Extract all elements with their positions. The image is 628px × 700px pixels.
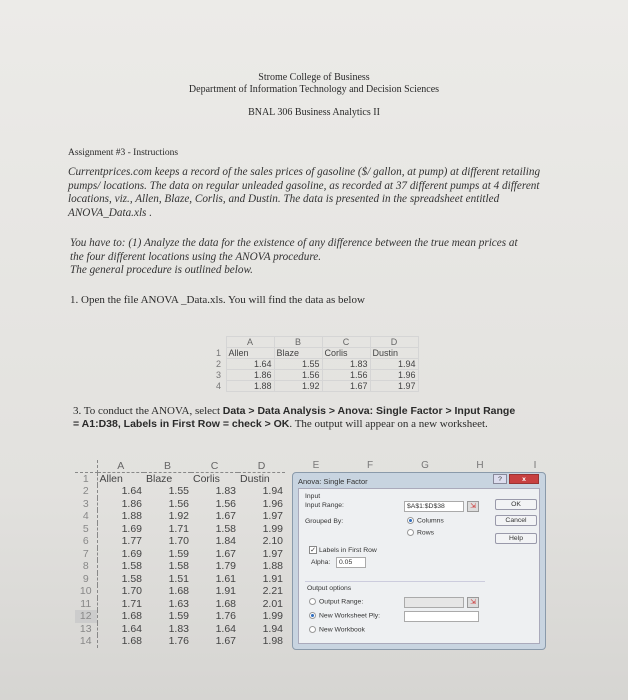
row-number: 1 (216, 348, 222, 358)
new-workbook-label: New Workbook (319, 626, 365, 634)
data-cell: 1.94 (262, 485, 283, 498)
column-header: I (533, 460, 537, 471)
table-row (75, 623, 285, 636)
data-cell: 1.70 (121, 585, 142, 598)
alpha-field[interactable]: 0.05 (336, 557, 366, 568)
data-cell: 1.71 (168, 522, 189, 535)
column-header: D (238, 460, 285, 473)
table-row (75, 548, 285, 561)
column-header-row (75, 460, 285, 473)
table-row (75, 598, 285, 611)
data-cell: 1.68 (121, 635, 142, 648)
header-cell: Dustin (240, 473, 270, 485)
output-range-field[interactable] (404, 597, 464, 608)
data-cell: 1.96 (370, 370, 418, 381)
column-header: A (97, 460, 144, 473)
divider (305, 581, 485, 582)
data-cell: 1.88 (262, 560, 283, 573)
table-row (75, 573, 285, 586)
row-number: 1 (75, 473, 97, 486)
radio-icon (309, 626, 316, 633)
row-number: 4 (75, 510, 97, 523)
step-3 (73, 405, 523, 431)
data-cell: 1.59 (168, 610, 189, 623)
table-row (214, 359, 418, 370)
alpha-label: Alpha: (311, 559, 331, 566)
data-cell: 1.83 (215, 485, 236, 498)
data-cell: 1.86 (226, 370, 274, 381)
data-cell: 1.68 (168, 585, 189, 598)
row-number: 14 (75, 635, 97, 648)
table-row (75, 485, 285, 498)
data-cell: 2.10 (262, 535, 283, 548)
column-header: C (322, 337, 370, 348)
data-cell: 1.96 (262, 497, 283, 510)
radio-selected-icon (309, 612, 316, 619)
rows-label: Rows (417, 529, 434, 537)
row-number: 2 (75, 485, 97, 498)
help-button[interactable]: Help (495, 533, 537, 544)
row-number: 13 (75, 623, 97, 636)
input-section-label: Input (305, 493, 321, 500)
step3-bold: Data > Data Analysis > Anova: Single Factor > Input Range = A1:D38, Labels in First Row = check > OK (73, 405, 516, 430)
output-range-label: Output Range: (319, 598, 364, 606)
data-cell: 1.99 (262, 610, 283, 623)
header-cell: Allen (226, 348, 274, 359)
assignment-title: Assignment #3 - Instructions (68, 148, 179, 158)
table-row (75, 585, 285, 598)
table-row (75, 635, 285, 648)
row-number: 11 (75, 598, 97, 611)
data-cell: 1.97 (262, 510, 283, 523)
step-1: 1. Open the file ANOVA _Data.xls. You will find the data as below (70, 294, 365, 306)
data-cell: 1.51 (168, 572, 189, 585)
row-number: 3 (75, 498, 97, 511)
column-header: B (274, 337, 322, 348)
data-cell: 1.55 (168, 485, 189, 498)
header-row (75, 473, 285, 486)
dialog-title: Anova: Single Factor (298, 477, 368, 486)
row-number: 5 (75, 523, 97, 536)
data-cell: 1.92 (274, 381, 322, 392)
data-cell: 1.94 (262, 622, 283, 635)
data-cell: 2.01 (262, 597, 283, 610)
table-row (214, 381, 418, 392)
table-row (75, 510, 285, 523)
range-picker-icon[interactable]: ⇲ (467, 597, 479, 608)
row-number: 10 (75, 585, 97, 598)
grouped-by-label: Grouped By: (305, 518, 344, 525)
cancel-button[interactable]: Cancel (495, 515, 537, 526)
table-row (75, 498, 285, 511)
data-cell: 1.64 (121, 485, 142, 498)
input-range-field[interactable]: $A$1:$D$38 (404, 501, 464, 512)
data-cell: 1.91 (262, 572, 283, 585)
column-header: C (191, 460, 238, 473)
new-worksheet-field[interactable] (404, 611, 479, 622)
column-header-row (214, 337, 418, 348)
data-cell: 1.59 (168, 547, 189, 560)
row-number: 2 (216, 359, 222, 369)
row-number: 12 (75, 610, 97, 623)
data-cell: 2.21 (262, 585, 283, 598)
data-cell: 1.86 (121, 497, 142, 510)
corner-cell (75, 460, 97, 473)
data-cell: 1.79 (215, 560, 236, 573)
data-cell: 1.84 (215, 535, 236, 548)
table-row (75, 523, 285, 536)
data-cell: 1.56 (274, 370, 322, 381)
data-cell: 1.83 (322, 359, 370, 370)
header-cell: Allen (99, 473, 123, 485)
data-cell: 1.69 (121, 522, 142, 535)
column-header: H (476, 460, 484, 471)
data-cell: 1.88 (121, 510, 142, 523)
column-header: F (366, 460, 374, 471)
row-number: 7 (75, 548, 97, 561)
ok-button[interactable]: OK (495, 499, 537, 510)
input-range-label: Input Range: (305, 502, 344, 509)
data-cell: 1.67 (215, 547, 236, 560)
row-number: 8 (75, 560, 97, 573)
data-cell: 1.88 (226, 381, 274, 392)
range-picker-icon[interactable]: ⇲ (467, 501, 479, 512)
data-cell: 1.76 (168, 635, 189, 648)
college-name: Strome College of Business (258, 72, 370, 83)
data-cell: 1.98 (262, 635, 283, 648)
radio-selected-icon (407, 517, 414, 524)
new-workbook-radio[interactable] (309, 626, 365, 633)
table-row (75, 535, 285, 548)
data-cell: 1.71 (121, 597, 142, 610)
department-name: Department of Information Technology and Decision Sciences (188, 84, 440, 95)
header-cell: Blaze (146, 473, 173, 485)
row-number: 3 (216, 370, 222, 380)
row-number: 6 (75, 535, 97, 548)
task-paragraph: You have to: (1) Analyze the data for the existence of any difference between the true mean prices at the four different locations using the ANOVA procedure. (70, 237, 518, 263)
checkbox-checked-icon: ✓ (310, 547, 316, 554)
data-cell: 1.55 (274, 359, 322, 370)
data-cell: 1.58 (168, 560, 189, 573)
new-worksheet-label: New Worksheet Ply: (319, 612, 381, 620)
data-cell: 1.58 (121, 572, 142, 585)
row-number: 9 (75, 573, 97, 586)
table-row (75, 560, 285, 573)
data-cell: 1.64 (121, 622, 142, 635)
data-cell: 1.63 (168, 597, 189, 610)
data-cell: 1.58 (121, 560, 142, 573)
anova-dialog (292, 472, 546, 650)
data-cell: 1.94 (370, 359, 418, 370)
labels-checkbox[interactable] (309, 546, 377, 554)
course-title: BNAL 306 Business Analytics II (248, 107, 380, 118)
header-row (214, 348, 418, 359)
procedure-note: The general procedure is outlined below. (70, 264, 253, 276)
header-cell: Corlis (193, 473, 220, 485)
data-cell: 1.67 (215, 510, 236, 523)
step3-prefix: 3. To conduct the ANOVA, select (73, 405, 223, 417)
data-cell: 1.99 (262, 522, 283, 535)
intro-paragraph: Currentprices.com keeps a record of the sales prices of gasoline ($/ gallon, at pump) at different retailing pumps/ locations. The data on regular unleaded gasoline, as recorded at 37 different pumps at 4 different locations, viz., Allen, Blaze, Corlis, and Dustin. The data is presented in the spreadsheet entitled ANOVA_Data.xls . (68, 166, 541, 219)
columns-radio[interactable] (407, 517, 444, 524)
column-header: G (421, 460, 429, 471)
new-worksheet-radio[interactable] (309, 612, 380, 619)
rows-radio[interactable] (407, 529, 434, 536)
data-cell: 1.76 (215, 610, 236, 623)
sample-data-table (214, 336, 419, 392)
columns-label: Columns (417, 517, 444, 525)
data-cell: 1.97 (262, 547, 283, 560)
data-cell: 1.67 (215, 635, 236, 648)
output-range-radio[interactable] (309, 598, 363, 605)
data-cell: 1.83 (168, 622, 189, 635)
data-cell: 1.58 (215, 522, 236, 535)
data-cell: 1.70 (168, 535, 189, 548)
header-cell: Dustin (370, 348, 418, 359)
data-cell: 1.68 (215, 597, 236, 610)
column-header: A (226, 337, 274, 348)
data-cell: 1.56 (168, 497, 189, 510)
data-cell: 1.64 (226, 359, 274, 370)
radio-icon (407, 529, 414, 536)
spreadsheet-grid (75, 460, 285, 648)
data-cell: 1.91 (215, 585, 236, 598)
data-cell: 1.97 (370, 381, 418, 392)
column-header: B (144, 460, 191, 473)
data-cell: 1.92 (168, 510, 189, 523)
output-section-label: Output options (307, 585, 352, 592)
data-cell: 1.68 (121, 610, 142, 623)
help-icon[interactable]: ? (493, 474, 507, 484)
header-cell: Blaze (274, 348, 322, 359)
radio-icon (309, 598, 316, 605)
step3-suffix: . The output will appear on a new worksheet. (289, 418, 488, 430)
data-cell: 1.64 (215, 622, 236, 635)
data-cell: 1.77 (121, 535, 142, 548)
table-row (75, 610, 285, 623)
column-header: E (312, 460, 320, 471)
close-icon[interactable]: x (509, 474, 539, 484)
data-cell: 1.56 (215, 497, 236, 510)
data-cell: 1.69 (121, 547, 142, 560)
data-cell: 1.67 (322, 381, 370, 392)
labels-label: Labels in First Row (319, 546, 377, 554)
table-row (214, 370, 418, 381)
data-cell: 1.61 (215, 572, 236, 585)
corner-cell (214, 337, 226, 348)
data-cell: 1.56 (322, 370, 370, 381)
column-header: D (370, 337, 418, 348)
row-number: 4 (216, 381, 222, 391)
header-cell: Corlis (322, 348, 370, 359)
